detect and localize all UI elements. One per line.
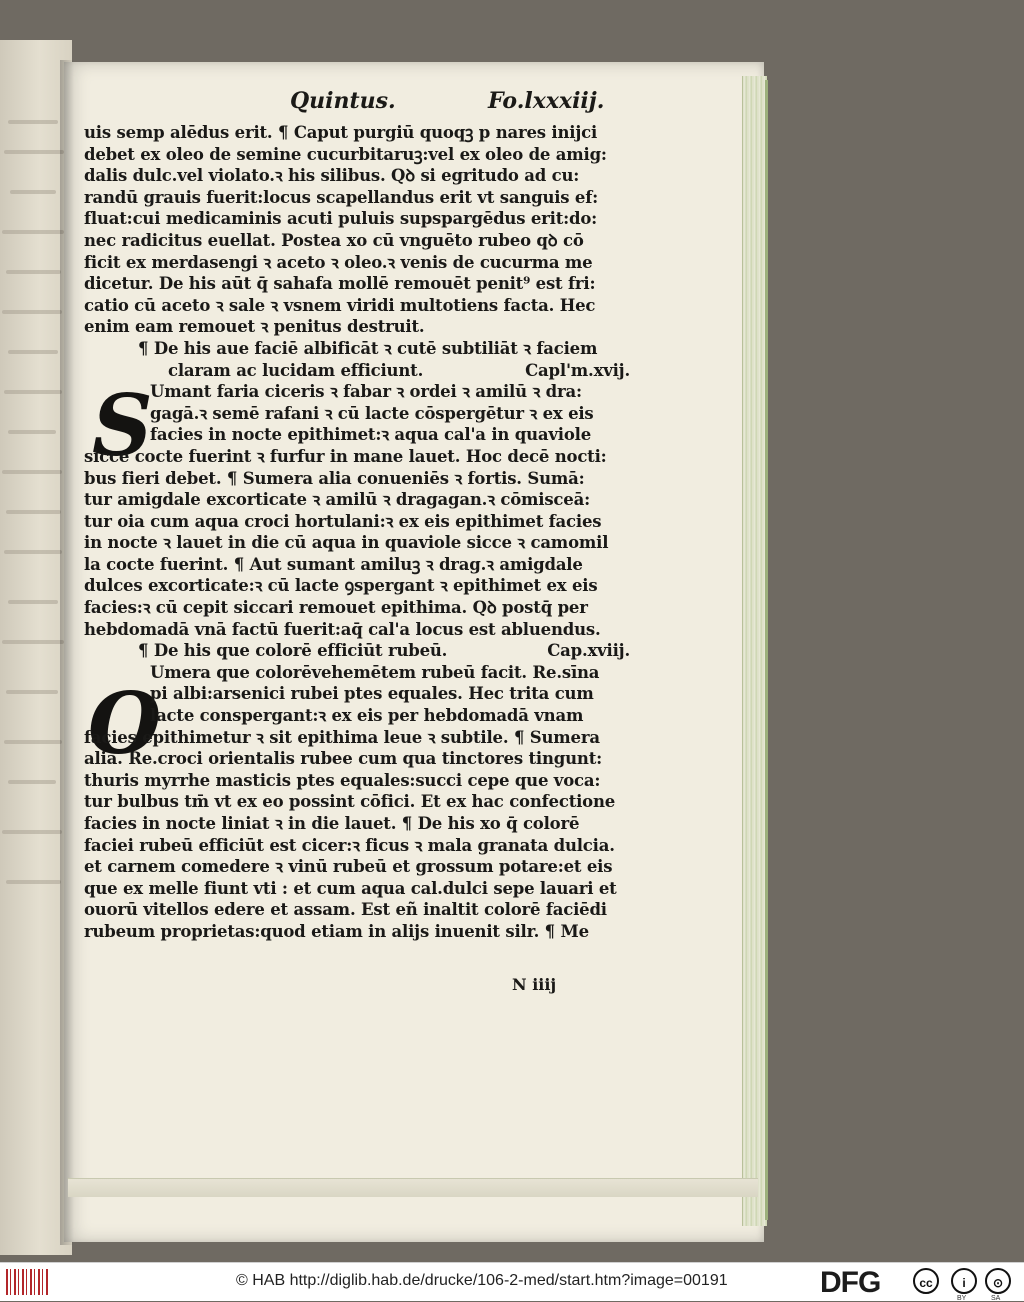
- text-line: randū grauis fuerit:locus scapellandus erit vt sanguis ef:: [84, 187, 599, 207]
- text-line: debet ex oleo de semine cucurbitaruꝫ:vel ex oleo de amig:: [84, 144, 607, 164]
- text-line: alia. Re.croci orientalis rubee cum qua tinctores tingunt:: [84, 749, 603, 769]
- running-head-book: Quintus.: [290, 88, 396, 114]
- text-line: sicce cocte fuerint ꝛ furfur in mane lauet. Hoc decē nocti:: [84, 446, 607, 466]
- page-fore-edge: [742, 76, 767, 1226]
- chapter-rubric: ¶ De his aue faciē albificāt ꝛ cutē subtiliāt ꝛ faciem: [138, 338, 598, 358]
- text-line: enim eam remouet ꝛ penitus destruit.: [84, 317, 425, 337]
- text-line: facies:ꝛ cū cepit siccari remouet epithima. Qꝺ postq̄ per: [84, 598, 588, 618]
- text-line: facies epithimetur ꝛ sit epithima leue ꝛ subtile. ¶ Sumera: [84, 727, 600, 747]
- dfg-logo[interactable]: DFG: [820, 1266, 881, 1299]
- copyright-link[interactable]: © HAB http://diglib.hab.de/drucke/106-2-med/start.htm?image=00191: [236, 1272, 728, 1289]
- running-header: [290, 88, 605, 118]
- text-block: [84, 122, 630, 943]
- text-line: et carnem comedere ꝛ vinū rubeū et grossum potare:et eis: [84, 857, 613, 877]
- text-line: tur oia cum aqua croci hortulani:ꝛ ex eis epithimet facies: [84, 511, 602, 531]
- chapter-number: Capl'm.xvij.: [525, 360, 630, 380]
- text-line: ouorū vitellos edere et assam. Est eñ inaltit colorē faciēdi: [84, 900, 607, 920]
- text-line: gagā.ꝛ semē rafani ꝛ cū lacte cōspergētur ꝛ ex eis: [150, 403, 594, 423]
- text-line: facies in nocte liniat ꝛ in die lauet. ¶ De his xo q̄ colorē: [84, 814, 580, 833]
- text-line: dulces excorticate:ꝛ cū lacte ꝯspergant ꝛ epithimet ex eis: [84, 576, 598, 596]
- folio-number: Fo.lxxxiij.: [488, 88, 605, 114]
- text-line: lacte conspergant:ꝛ ex eis per hebdomadā vnam: [150, 706, 584, 726]
- by-label: BY: [957, 1295, 967, 1302]
- text-line: nec radicitus euellat. Postea xo cū vnguēto rubeo qꝺ cō: [84, 230, 584, 250]
- chapter-number: Cap.xviij.: [547, 641, 630, 661]
- chapter-rubric: [84, 640, 630, 662]
- text-line: rubeum proprietas:quod etiam in alijs inuenit silr. ¶ Me: [84, 921, 589, 941]
- decorated-initial-o: O: [88, 674, 162, 773]
- text-line: Umant faria ciceris ꝛ fabar ꝛ ordei ꝛ amilū ꝛ dra:: [150, 382, 582, 402]
- text-line: dalis dulc.vel violato.ꝛ his silibus. Qꝺ si egritudo ad cu:: [84, 166, 580, 186]
- decorated-initial-s: S: [92, 376, 153, 475]
- text-line: dicetur. De his aūt q̄ sahafa mollē remouēt penit⁹ est fri:: [84, 274, 596, 294]
- leaf-bottom-edge: [68, 1178, 758, 1197]
- license-badge[interactable]: [913, 1268, 1017, 1302]
- text-line: bus fieri debet. ¶ Sumera alia conueniēs ꝛ fortis. Sumā:: [84, 468, 585, 488]
- signature-mark: N iiij: [512, 975, 557, 994]
- text-line: tur amigdale excorticate ꝛ amilū ꝛ dragagan.ꝛ cōmisceā:: [84, 490, 590, 510]
- viewer-footer: [0, 1262, 1024, 1301]
- text-line: uis semp alēdus erit. ¶ Caput purgiū quoqꝫ p nares inijci: [84, 123, 598, 142]
- rubric-text: claram ac lucidam efficiunt.: [168, 360, 424, 380]
- page-edge-line: [765, 80, 768, 1220]
- share-alike-icon: ⊙: [985, 1268, 1011, 1294]
- text-line: thuris myrrhe masticis ptes equales:succi cepe que voca:: [84, 770, 601, 790]
- sa-label: SA: [991, 1295, 1001, 1302]
- chapter-rubric-end: [84, 360, 630, 382]
- text-line: faciei rubeū efficiūt est cicer:ꝛ ficus ꝛ mala granata dulcia.: [84, 835, 615, 855]
- cc-icon: cc: [913, 1268, 939, 1294]
- text-line: que ex melle fiunt vti : et cum aqua cal.dulci sepe lauari et: [84, 878, 617, 898]
- text-line: fluat:cui medicaminis acuti puluis supspargēdus erit:do:: [84, 209, 598, 229]
- by-attribution-icon: i: [951, 1268, 977, 1294]
- barcode-icon: [6, 1269, 48, 1295]
- text-line: ficit ex merdasengi ꝛ aceto ꝛ oleo.ꝛ venis de cucurma me: [84, 252, 593, 272]
- text-line: Umera que colorēvehemētem rubeū facit. Re.sīna: [150, 662, 600, 682]
- text-line: tur bulbus tm̄ vt ex eo possint cōfici. Et ex hac confectione: [84, 792, 616, 812]
- text-line: in nocte ꝛ lauet in die cū aqua in quaviole sicce ꝛ camomil: [84, 533, 609, 553]
- rubric-text: ¶ De his que colorē efficiūt rubeū.: [138, 641, 448, 661]
- spine-shadow: [60, 60, 74, 1245]
- text-line: hebdomadā vnā factū fuerit:aq̄ cal'a locus est abluendus.: [84, 619, 601, 639]
- text-line: pi albi:arsenici rubei ptes equales. Hec trita cum: [150, 684, 594, 704]
- text-line: facies in nocte epithimet:ꝛ aqua cal'a in quaviole: [150, 425, 591, 445]
- text-line: catio cū aceto ꝛ sale ꝛ vsnem viridi multotiens facta. Hec: [84, 295, 596, 315]
- text-line: la cocte fuerint. ¶ Aut sumant amiluꝫ ꝛ drag.ꝛ amigdale: [84, 554, 583, 574]
